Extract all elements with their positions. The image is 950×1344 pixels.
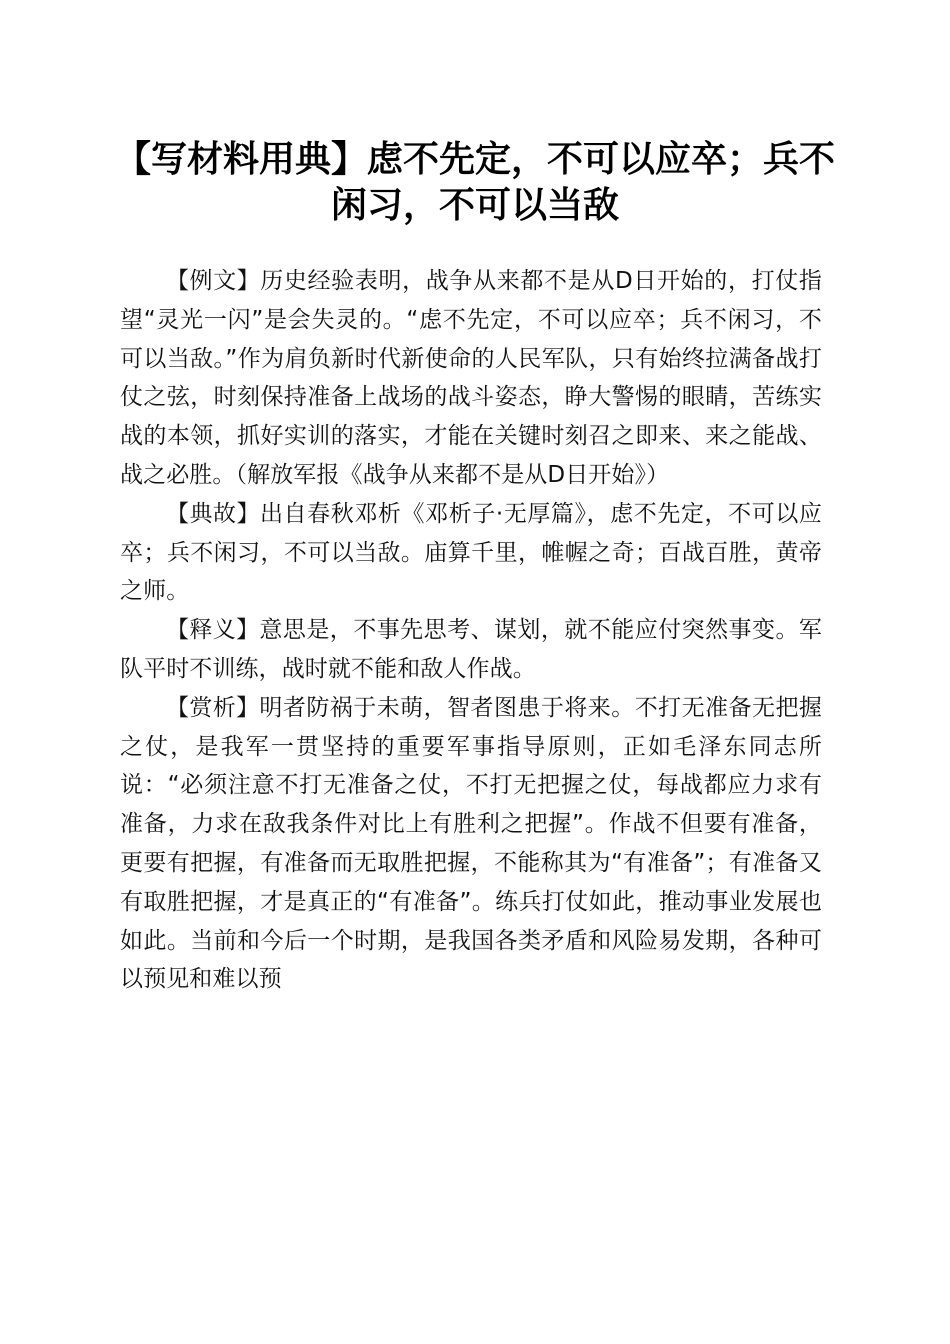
section-tag-meaning: 【释义】 bbox=[166, 617, 260, 644]
paragraph-text: 出自春秋邓析《邓析子·无厚篇》，虑不先定，不可以应卒；兵不闲习，不可以当敌。庙算千里，帷幄之奇；百战百胜，黄帝之师。 bbox=[120, 500, 823, 605]
document-title bbox=[100, 136, 850, 228]
paragraph-example bbox=[120, 262, 822, 495]
paragraph-allusion bbox=[120, 495, 822, 611]
title-line-2: 闲习，不可以当敌 bbox=[330, 184, 619, 226]
section-tag-example: 【例文】 bbox=[166, 268, 261, 294]
paragraph-text: 历史经验表明，战争从来都不是从D日开始的，打仗指望“灵光一闪”是会失灵的。“虑不先定，不可以应卒；兵不闲习，不可以当敌。”作为肩负新时代新使命的人民军队，只有始终拉满备战打仗之弦，时刻保持准备上战场的战斗姿态，睁大警惕的眼睛，苦练实战的本领，抓好实训的落实，才能在关键时刻召之即来、来之能战、战之必胜。（解放军报《战争从来都不是从D日开始》） bbox=[120, 268, 823, 488]
paragraph-appreciation bbox=[120, 689, 822, 999]
paragraph-meaning bbox=[120, 611, 822, 689]
paragraph-text: 意思是，不事先思考、谋划，就不能应付突然事变。军队平时不训练，战时就不能和敌人作战。 bbox=[120, 617, 822, 682]
paragraph-text: 明者防祸于未萌，智者图患于将来。不打无准备无把握之仗，是我军一贯坚持的重要军事指导原则，正如毛泽东同志所说：“必须注意不打无准备之仗，不打无把握之仗，每战都应力求有准备，力求在敌我条件对比上有胜利之把握”。作战不但要有准备，更要有把握，有准备而无取胜把握，不能称其为“有准备”；有准备又有取胜把握，才是真正的“有准备”。练兵打仗如此，推动事业发展也如此。当前和今后一个时期，是我国各类矛盾和风险易发期，各种可以预见和难以预 bbox=[120, 694, 822, 993]
section-tag-allusion: 【典故】 bbox=[166, 500, 260, 527]
title-line-1: 【写材料用典】虑不先定，不可以应卒；兵不 bbox=[114, 138, 835, 180]
document-body bbox=[120, 262, 822, 999]
section-tag-appreciation: 【赏析】 bbox=[166, 694, 260, 721]
